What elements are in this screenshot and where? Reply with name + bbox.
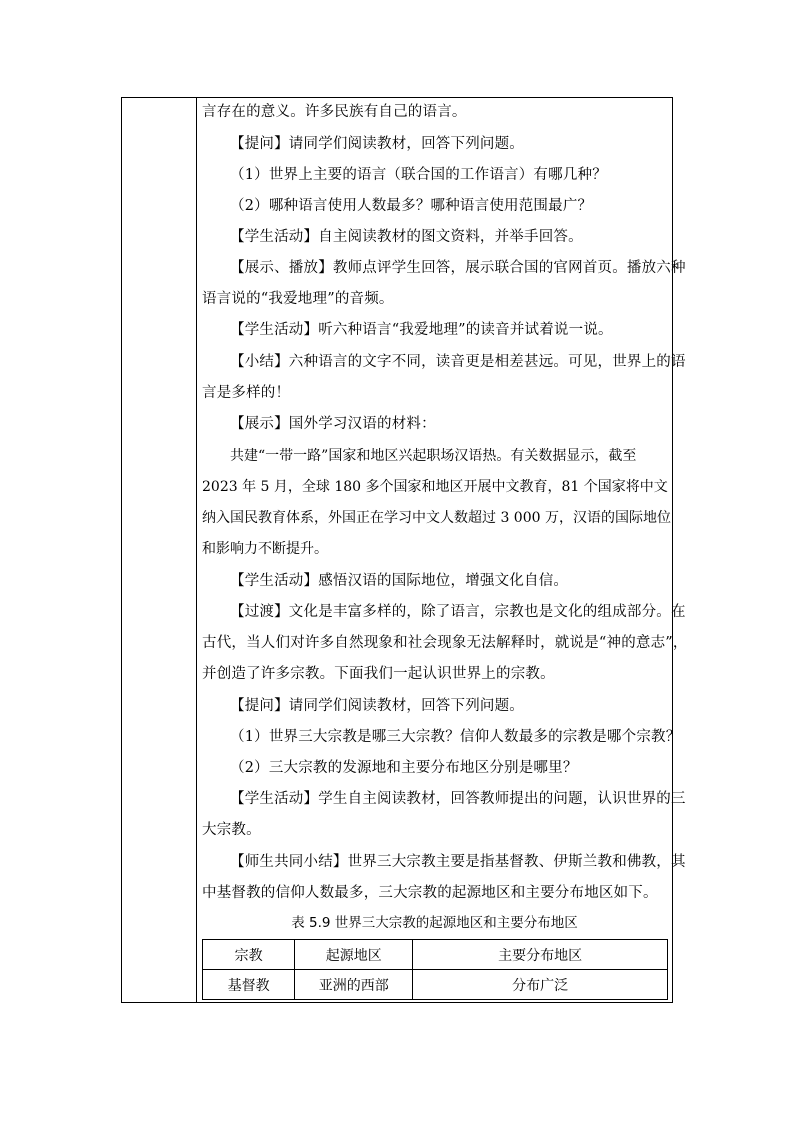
- text-line: 言存在的意义。许多民族有自己的语言。: [202, 104, 467, 120]
- text-line: （1）世界上主要的语言（联合国的工作语言）有哪几种？: [230, 167, 607, 183]
- table-cell: 基督教: [203, 970, 295, 1000]
- text-line: 【提问】请同学们阅读教材，回答下列问题。: [230, 698, 524, 714]
- lesson-table: [121, 97, 688, 1003]
- table-header-row: [203, 940, 668, 970]
- text-line: 大宗教。: [202, 822, 261, 838]
- text-line: 并创造了许多宗教。下面我们一起认识世界上的宗教。: [202, 666, 555, 682]
- text-line: 【学生活动】学生自主阅读教材，回答教师提出的问题，认识世界的三: [230, 791, 686, 807]
- material-paragraph: 共建“一带一路”国家和地区兴起职场汉语热。有关数据显示，截至 2023 年 5 月，全球 180 多个国家和地区开展中文教育，81 个国家将中文纳入国民教育体系，外国正在学习中文人数超过 3 000 万，汉语的国际地位和影响力不断提升。: [202, 448, 671, 557]
- text-line: 言是多样的！: [202, 385, 291, 401]
- text-line: 【学生活动】自主阅读教材的图文资料，并举手回答。: [230, 229, 583, 245]
- text-line: 【提问】请同学们阅读教材，回答下列问题。: [230, 136, 524, 152]
- table-header-cell: 宗教: [203, 940, 295, 970]
- table-caption: 表 5.9 世界三大宗教的起源地区和主要分布地区: [291, 915, 578, 931]
- text-line: 中基督教的信仰人数最多，三大宗教的起源地区和主要分布地区如下。: [202, 885, 658, 901]
- text-line: 语言说的“我爱地理”的音频。: [202, 291, 394, 307]
- text-line: 【师生共同小结】世界三大宗教主要是指基督教、伊斯兰教和佛教，其: [230, 854, 686, 870]
- text-line: 【小结】六种语言的文字不同，读音更是相差甚远。可见，世界上的语: [230, 354, 686, 370]
- text-line: （2）三大宗教的发源地和主要分布地区分别是哪里？: [230, 760, 578, 776]
- table-cell: 分布广泛: [413, 970, 668, 1000]
- table-cell: 亚洲的西部: [295, 970, 413, 1000]
- text-line: （2）哪种语言使用人数最多？哪种语言使用范围最广？: [230, 198, 593, 214]
- text-line: 【展示】国外学习汉语的材料：: [230, 416, 436, 432]
- lesson-content-cell: [197, 98, 688, 1002]
- table-header-cell: 起源地区: [295, 940, 413, 970]
- table-row: [203, 970, 668, 1000]
- text-line: 【展示、播放】教师点评学生回答，展示联合国的官网首页。播放六种: [230, 260, 686, 276]
- table-header-cell: 主要分布地区: [413, 940, 668, 970]
- text-line: （1）世界三大宗教是哪三大宗教？信仰人数最多的宗教是哪个宗教？: [230, 729, 681, 745]
- text-line: 【学生活动】感悟汉语的国际地位，增强文化自信。: [230, 573, 569, 589]
- text-line: 【学生活动】听六种语言“我爱地理”的读音并试着说一说。: [230, 322, 613, 338]
- text-line: 古代，当人们对许多自然现象和社会现象无法解释时，就说是“神的意志”，: [202, 635, 688, 651]
- text-line: 【过渡】文化是丰富多样的，除了语言，宗教也是文化的组成部分。在: [230, 604, 686, 620]
- religion-table: [202, 939, 668, 1000]
